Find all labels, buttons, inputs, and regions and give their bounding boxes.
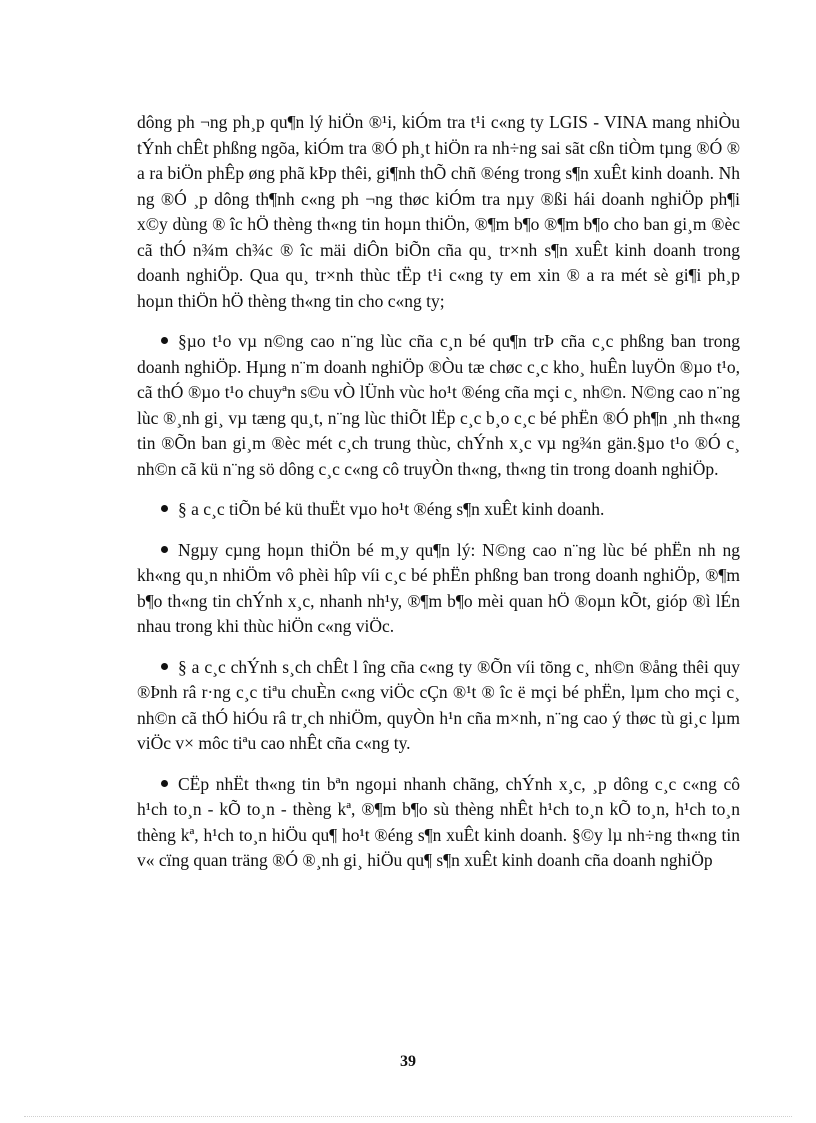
bullet-text: § a c¸c chÝnh s¸ch chÊt l îng cña c«ng ty ®Õn víi tõng c¸ nh©n ®ång thêi quy ®Þnh râ r·ng c¸c tiªu chuÈn c«ng viÖc cÇn ®¹t ® îc ë mçi bé phËn, lµm cho mçi c¸ nh©n cã thÓ hiÓu râ tr¸ch nhiÖm, quyÒn h¹n cña m×nh, n¨ng cao ý thøc tù gi¸c lµm viÖc v× môc tiªu cao nhÊt cña c«ng ty. — [137, 656, 740, 753]
body-text — [137, 110, 740, 889]
bullet-text: CËp nhËt th«ng tin bªn ngoµi nhanh chãng, chÝnh x¸c, ¸p dông c¸c c«ng cô h¹ch to¸n - kÕ to¸n - thèng kª, ®¶m b¶o sù thèng nhÊt h¹ch to¸n kÕ to¸n, h¹ch to¸n thèng kª, h¹ch to¸n hiÖu qu¶ ho¹t ®éng s¶n xuÊt kinh doanh. §©y lµ nh÷ng th«ng tin v« cïng quan träng ®Ó ®¸nh gi¸ hiÖu qu¶ s¶n xuÊt kinh doanh cña doanh nghiÖp — [137, 773, 740, 870]
bullet-item-training — [137, 329, 740, 482]
intro-paragraph: dông ph ¬ng ph¸p qu¶n lý hiÖn ®¹i, kiÓm tra t¹i c«ng ty LGIS - VINA mang nhiÒu tÝnh chÊt phßng ngõa, kiÓm tra ®Ó ph¸t hiÖn ra nh÷ng sai sãt cßn tiÒm tµng ®Ó ® a ra biÖn phÊp øng phã kÞp thêi, gi¶nh thÕ chñ ®éng trong s¶n xuÊt kinh doanh. Nh ng ®Ó ¸p dông th¶nh c«ng ph ¬ng thøc kiÓm tra nµy ®ßi hái doanh nghiÖp ph¶i x©y dùng ® îc hÖ thèng th«ng tin hoµn thiÖn, ®¶m b¶o ®¶m b¶o cho ban gi¸m ®èc cã thÓ n¾m ch¾c ® îc mäi diÔn biÕn cña qu¸ tr×nh s¶n xuÊt kinh doanh trong doanh nghiÖp. Qua qu¸ tr×nh thùc tËp t¹i c«ng ty em xin ® a ra mét sè gi¶i ph¸p hoµn thiÖn hÖ thèng th«ng tin cho c«ng ty; — [137, 112, 740, 311]
bullet-item-quality-policy — [137, 655, 740, 757]
bullet-dot-icon — [161, 663, 168, 670]
bullet-text: §µo t¹o vµ n©ng cao n¨ng lùc cña c¸n bé qu¶n trÞ cña c¸c phßng ban trong doanh nghiÖp. Hµng n¨m doanh nghiÖp ®Òu tæ chøc c¸c kho¸ huÊn luyÖn ®µo t¹o, cã thÓ ®µo t¹o chuyªn s©u vÒ lÜnh vùc ho¹t ®éng cña mçi c¸ nh©n. N©ng cao n¨ng lùc ®¸nh gi¸ vµ tæng qu¸t, n¨ng lùc thiÕt lËp c¸c b¸o c¸c bé phËn ®Ó ph¶n ¸nh th«ng tin ®Õn ban gi¸m ®èc mét c¸ch trung thùc, chÝnh x¸c vµ ng¾n gän.§µo t¹o ®Ó c¸ nh©n cã kü n¨ng sö dông c¸c c«ng cô truyÒn th«ng, th«ng tin trong doanh nghiÖp. — [137, 331, 740, 479]
bullet-dot-icon — [161, 546, 168, 553]
bullet-item-technology — [137, 497, 740, 523]
bullet-dot-icon — [161, 780, 168, 787]
footer-divider — [24, 1116, 792, 1117]
bullet-text: Ngµy cµng hoµn thiÖn bé m¸y qu¶n lý: N©ng cao n¨ng lùc bé phËn nh ng kh«ng qu¸n nhiÖm vô phèi hîp víi c¸c bé phËn phßng ban trong doanh nghiÖp, ®¶m b¶o th«ng tin chÝnh x¸c, nhanh nh¹y, ®¶m b¶o mèi quan hÖ ®oµn kÕt, gióp ®ì lÉn nhau trong khi thùc hiÖn c«ng viÖc. — [137, 539, 740, 636]
page-number: 39 — [400, 1053, 416, 1070]
bullet-item-management — [137, 538, 740, 640]
bullet-dot-icon — [161, 505, 168, 512]
bullet-item-information-update — [137, 772, 740, 874]
bullet-text: § a c¸c tiÕn bé kü thuËt vµo ho¹t ®éng s¶n xuÊt kinh doanh. — [178, 499, 605, 519]
bullet-dot-icon — [161, 337, 168, 344]
